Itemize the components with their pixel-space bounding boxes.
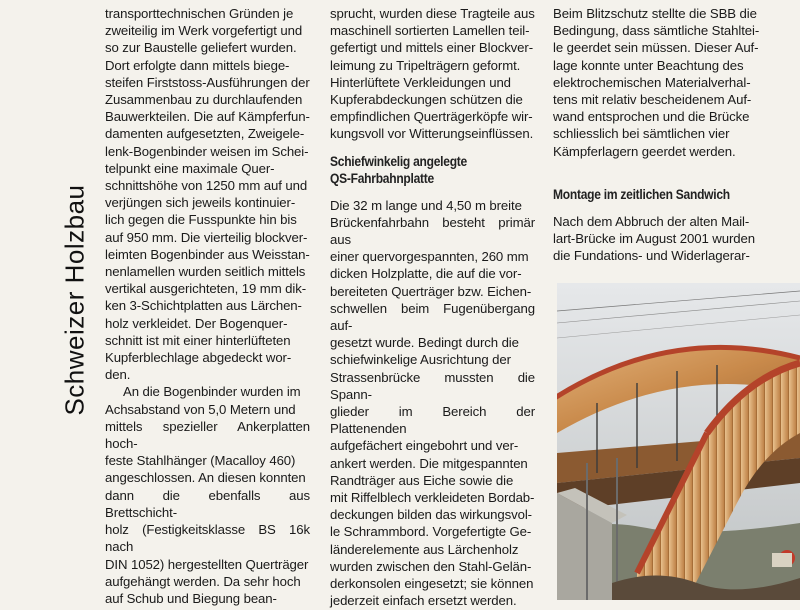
- text-line: aufgehängt werden. Da sehr hoch: [105, 573, 301, 589]
- text-line: derkonsolen eingesetzt; sie können: [330, 576, 534, 592]
- text-line: Dort erfolgte dann mittels biege-: [105, 57, 290, 73]
- text-line: DIN 1052) hergestellten Querträger: [105, 556, 309, 572]
- text-line: gefertigt und mittels einer Blockver-: [330, 40, 533, 56]
- text-line: Bauwerkteilen. Die auf Kämpferfun-: [105, 109, 310, 125]
- text-line: steifen Firststoss-Ausführungen der: [105, 74, 310, 90]
- text-line: nenlamellen wurden seitlich mittels: [105, 264, 306, 280]
- text-line: Strassenbrücke mussten die Spann-: [330, 369, 535, 402]
- paragraph: [105, 5, 310, 383]
- text-line: lenk-Bogenbinder weisen im Schei-: [105, 143, 309, 159]
- text-line: schwellen beim Fugenübergang auf-: [330, 300, 535, 334]
- text-line: Kämpferlagern geerdet werden.: [553, 143, 736, 159]
- text-line: wand entsprochen und die Brücke: [553, 109, 750, 125]
- text-line: feste Stahlhänger (Macalloy 460): [105, 453, 296, 469]
- section-label: [50, 170, 100, 430]
- text-line: Bedingung, dass sämtliche Stahltei-: [553, 23, 760, 39]
- text-line: schnitt ist mit einer hinterlüfteten: [105, 332, 291, 348]
- text-line: Kupferblechlage abgedeckt wor-: [105, 350, 292, 366]
- paragraph: [553, 5, 768, 160]
- text-line: empfindlichen Querträgerköpfe wir-: [330, 109, 533, 125]
- text-line: schnittshöhe von 1250 mm auf und: [105, 178, 308, 194]
- paragraph: [105, 383, 310, 607]
- text-line: die Fundations- und Widerlagerar-: [553, 248, 750, 264]
- text-line: einer quervorgespannten, 260 mm: [330, 249, 529, 265]
- text-line: den.: [105, 367, 131, 383]
- heading-line: QS-Fahrbahnplatte: [330, 169, 434, 186]
- text-line: mit Riffelblech verkleideten Bordab-: [330, 490, 535, 506]
- text-line: telpunkt eine maximale Quer-: [105, 160, 275, 176]
- text-line: gesetzt wurde. Bedingt durch die: [330, 335, 519, 351]
- text-line: schiefwinkelige Ausrichtung der: [330, 352, 511, 368]
- text-line: verjüngen sich jeweils kontinuier-: [105, 195, 296, 211]
- text-line: mittels spezieller Ankerplatten hoch-: [105, 418, 310, 452]
- paragraph: [553, 213, 768, 265]
- text-line: ken 3-Schichtplatten aus Lärchen-: [105, 298, 302, 314]
- paragraph: [330, 197, 535, 610]
- text-line: so zur Baustelle geliefert wurden.: [105, 40, 297, 56]
- text-line: leimten Bogenbinder aus Weisstan-: [105, 246, 310, 262]
- text-line: länderelemente aus Lärchenholz: [330, 541, 519, 557]
- text-line: sprucht, wurden diese Tragteile aus: [330, 6, 535, 21]
- text-line: le geerdet sein müssen. Dieser Auf-: [553, 40, 759, 56]
- text-line: transporttechnischen Gründen je: [105, 6, 294, 21]
- heading-line: Montage im zeitlichen Sandwich: [553, 185, 730, 202]
- text-line: dicken Holzplatte, die auf die vor-: [330, 266, 522, 282]
- text-line: lart-Brücke im August 2001 wurden: [553, 231, 755, 247]
- paragraph: [330, 5, 535, 143]
- text-line: Beim Blitzschutz stellte die SBB die: [553, 6, 757, 21]
- text-line: holz verkleidet. Der Bogenquer-: [105, 315, 288, 331]
- text-line: Kupferabdeckungen schützen die: [330, 92, 523, 108]
- text-column-1: [105, 5, 310, 607]
- text-line: ankert werden. Die mitgespannten: [330, 455, 528, 471]
- photo-illustration: [557, 283, 800, 600]
- text-line: Die 32 m lange und 4,50 m breite: [330, 197, 522, 213]
- text-line: bereiteten Querträger bzw. Eichen-: [330, 283, 532, 299]
- text-line: Zusammenbau zu durchlaufenden: [105, 92, 303, 108]
- text-column-3: [553, 5, 768, 264]
- text-line: le Schrammbord. Vorgefertigte Ge-: [330, 524, 532, 540]
- text-line: schliesslich bei sämtlichen vier: [553, 126, 730, 142]
- text-line: jederzeit einfach ersetzt werden.: [330, 593, 517, 609]
- text-line: kungsvoll vor Witterungseinflüssen.: [330, 126, 534, 142]
- text-line: elektrochemischen Materialverhal-: [553, 74, 751, 90]
- text-line: damenten aufgesetzten, Zweigele-: [105, 126, 305, 142]
- text-line: vertikal ausgerichteten, 19 mm dik-: [105, 281, 306, 297]
- text-line: dann die ebenfalls aus Brettschicht-: [105, 487, 310, 520]
- text-line: lich gegen die Fusspunkte hin bis: [105, 212, 297, 228]
- text-line: glieder im Bereich der Plattenenden: [330, 404, 535, 437]
- heading-line: Schiefwinkelig angelegte: [330, 152, 467, 169]
- text-line: leimung zu Tripelträgern geformt.: [330, 57, 521, 73]
- text-line: auf Schub und Biegung bean-: [105, 590, 277, 606]
- text-line: tens mit relativ bescheidenem Auf-: [553, 92, 752, 108]
- text-line: deckungen bilden das wirkungsvol-: [330, 507, 532, 523]
- text-line: wurden zwischen den Stahl-Gelän-: [330, 558, 532, 574]
- text-line: holz (Festigkeitsklasse BS 16k nach: [105, 522, 310, 555]
- text-line: An die Bogenbinder wurden im: [123, 384, 301, 400]
- text-line: zweiteilig im Werk vorgefertigt und: [105, 23, 303, 39]
- text-line: Nach dem Abbruch der alten Mail-: [553, 213, 750, 229]
- text-line: aufgefächert eingebohrt und ver-: [330, 438, 519, 454]
- text-line: lage konnte unter Beachtung des: [553, 57, 744, 73]
- text-line: Hinterlüftete Verkleidungen und: [330, 74, 511, 90]
- text-line: Achsabstand von 5,0 Metern und: [105, 401, 296, 417]
- section-heading: [330, 153, 535, 187]
- text-line: Randträger aus Eiche sowie die: [330, 472, 514, 488]
- section-heading: [553, 186, 768, 203]
- text-column-2: [330, 5, 535, 610]
- bridge-construction-photo: [557, 283, 800, 600]
- section-label-text: Schweizer Holzbau: [59, 184, 90, 416]
- text-line: maschinell sortierten Lamellen teil-: [330, 23, 530, 39]
- text-line: Brückenfahrbahn besteht primär aus: [330, 214, 535, 248]
- text-line: angeschlossen. An diesen konnten: [105, 470, 306, 486]
- text-line: auf 950 mm. Die vierteilig blockver-: [105, 229, 308, 245]
